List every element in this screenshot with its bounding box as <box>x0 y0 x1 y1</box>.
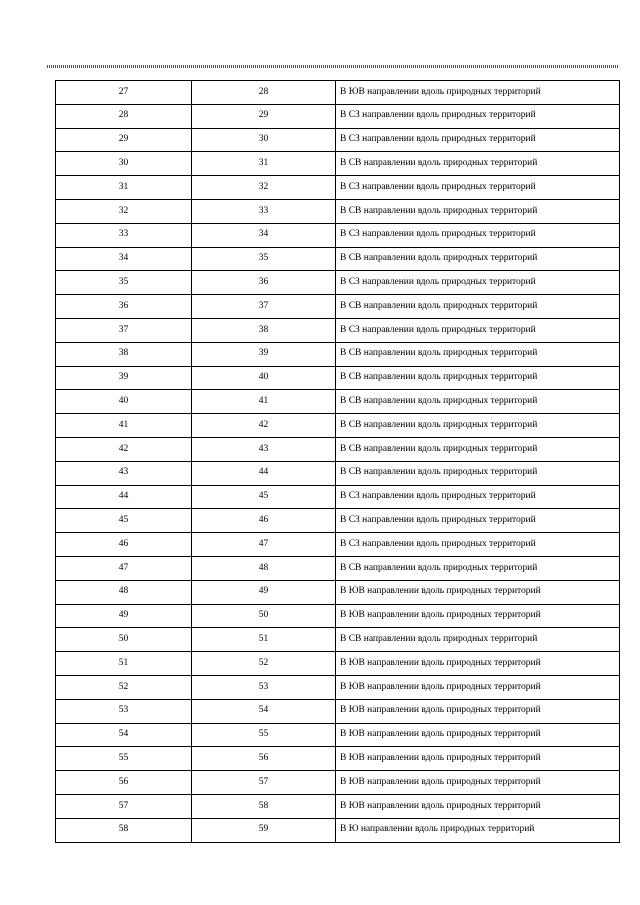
point-to-cell: 37 <box>192 295 336 319</box>
table-row <box>56 699 620 723</box>
direction-description-cell: В Ю направлении вдоль природных территорий <box>336 818 620 842</box>
direction-description-cell: В СВ направлении вдоль природных территорий <box>336 152 620 176</box>
point-to-cell: 41 <box>192 390 336 414</box>
point-from-cell: 32 <box>56 199 192 223</box>
table-row <box>56 723 620 747</box>
table-row <box>56 128 620 152</box>
point-to-cell: 49 <box>192 580 336 604</box>
table-row <box>56 295 620 319</box>
table-row <box>56 794 620 818</box>
point-from-cell: 42 <box>56 437 192 461</box>
direction-description-cell: В СЗ направлении вдоль природных территорий <box>336 533 620 557</box>
direction-description-cell: В ЮВ направлении вдоль природных территорий <box>336 652 620 676</box>
point-from-cell: 30 <box>56 152 192 176</box>
point-from-cell: 56 <box>56 771 192 795</box>
direction-description-cell: В СЗ направлении вдоль природных территорий <box>336 318 620 342</box>
point-to-cell: 48 <box>192 556 336 580</box>
direction-description-cell: В СВ направлении вдоль природных территорий <box>336 461 620 485</box>
direction-description-cell: В СЗ направлении вдоль природных территорий <box>336 485 620 509</box>
direction-description-cell: В СВ направлении вдоль природных территорий <box>336 342 620 366</box>
point-from-cell: 35 <box>56 271 192 295</box>
table-row <box>56 247 620 271</box>
table-row <box>56 223 620 247</box>
direction-description-cell: В СВ направлении вдоль природных территорий <box>336 556 620 580</box>
table-row <box>56 675 620 699</box>
direction-description-cell: В ЮВ направлении вдоль природных территорий <box>336 604 620 628</box>
point-from-cell: 39 <box>56 366 192 390</box>
table-row <box>56 533 620 557</box>
table-row <box>56 461 620 485</box>
point-to-cell: 34 <box>192 223 336 247</box>
point-from-cell: 37 <box>56 318 192 342</box>
point-to-cell: 38 <box>192 318 336 342</box>
table-row <box>56 628 620 652</box>
direction-description-cell: В ЮВ направлении вдоль природных территорий <box>336 771 620 795</box>
table-body <box>56 81 620 843</box>
table-row <box>56 604 620 628</box>
table-row <box>56 81 620 105</box>
direction-description-cell: В СВ направлении вдоль природных территорий <box>336 199 620 223</box>
point-to-cell: 47 <box>192 533 336 557</box>
point-from-cell: 55 <box>56 747 192 771</box>
point-to-cell: 45 <box>192 485 336 509</box>
point-to-cell: 44 <box>192 461 336 485</box>
point-from-cell: 49 <box>56 604 192 628</box>
point-to-cell: 54 <box>192 699 336 723</box>
point-to-cell: 46 <box>192 509 336 533</box>
point-to-cell: 58 <box>192 794 336 818</box>
point-from-cell: 58 <box>56 818 192 842</box>
point-from-cell: 44 <box>56 485 192 509</box>
table-row <box>56 318 620 342</box>
point-from-cell: 40 <box>56 390 192 414</box>
point-from-cell: 27 <box>56 81 192 105</box>
direction-description-cell: В СВ направлении вдоль природных территорий <box>336 295 620 319</box>
direction-description-cell: В СВ направлении вдоль природных территорий <box>336 414 620 438</box>
point-to-cell: 56 <box>192 747 336 771</box>
point-to-cell: 36 <box>192 271 336 295</box>
header-rule <box>47 65 619 68</box>
direction-description-cell: В СВ направлении вдоль природных территорий <box>336 390 620 414</box>
point-to-cell: 52 <box>192 652 336 676</box>
point-to-cell: 31 <box>192 152 336 176</box>
point-to-cell: 29 <box>192 104 336 128</box>
table-row <box>56 556 620 580</box>
table-row <box>56 437 620 461</box>
table-row <box>56 390 620 414</box>
point-to-cell: 55 <box>192 723 336 747</box>
point-from-cell: 46 <box>56 533 192 557</box>
boundary-description-table <box>55 80 620 843</box>
point-from-cell: 51 <box>56 652 192 676</box>
point-from-cell: 47 <box>56 556 192 580</box>
table-row <box>56 818 620 842</box>
point-from-cell: 45 <box>56 509 192 533</box>
table-row <box>56 747 620 771</box>
table-row <box>56 771 620 795</box>
point-to-cell: 32 <box>192 176 336 200</box>
point-from-cell: 50 <box>56 628 192 652</box>
point-to-cell: 42 <box>192 414 336 438</box>
table-row <box>56 199 620 223</box>
point-from-cell: 28 <box>56 104 192 128</box>
point-from-cell: 33 <box>56 223 192 247</box>
direction-description-cell: В СВ направлении вдоль природных территорий <box>336 247 620 271</box>
direction-description-cell: В ЮВ направлении вдоль природных территорий <box>336 580 620 604</box>
point-to-cell: 28 <box>192 81 336 105</box>
direction-description-cell: В СЗ направлении вдоль природных территорий <box>336 271 620 295</box>
direction-description-cell: В ЮВ направлении вдоль природных территорий <box>336 723 620 747</box>
table-row <box>56 485 620 509</box>
direction-description-cell: В СЗ направлении вдоль природных территорий <box>336 509 620 533</box>
point-to-cell: 51 <box>192 628 336 652</box>
table-row <box>56 509 620 533</box>
point-from-cell: 48 <box>56 580 192 604</box>
point-from-cell: 29 <box>56 128 192 152</box>
point-from-cell: 54 <box>56 723 192 747</box>
table-row <box>56 342 620 366</box>
table-row <box>56 271 620 295</box>
point-to-cell: 30 <box>192 128 336 152</box>
table-row <box>56 652 620 676</box>
point-from-cell: 31 <box>56 176 192 200</box>
point-to-cell: 57 <box>192 771 336 795</box>
point-from-cell: 34 <box>56 247 192 271</box>
point-to-cell: 59 <box>192 818 336 842</box>
direction-description-cell: В СЗ направлении вдоль природных территорий <box>336 128 620 152</box>
direction-description-cell: В СЗ направлении вдоль природных территорий <box>336 223 620 247</box>
table-row <box>56 104 620 128</box>
table-row <box>56 414 620 438</box>
table-row <box>56 366 620 390</box>
point-to-cell: 50 <box>192 604 336 628</box>
point-from-cell: 38 <box>56 342 192 366</box>
direction-description-cell: В ЮВ направлении вдоль природных территорий <box>336 794 620 818</box>
point-to-cell: 43 <box>192 437 336 461</box>
point-from-cell: 41 <box>56 414 192 438</box>
point-to-cell: 33 <box>192 199 336 223</box>
point-to-cell: 35 <box>192 247 336 271</box>
point-from-cell: 36 <box>56 295 192 319</box>
direction-description-cell: В ЮВ направлении вдоль природных территорий <box>336 675 620 699</box>
table-row <box>56 176 620 200</box>
direction-description-cell: В СВ направлении вдоль природных территорий <box>336 628 620 652</box>
point-from-cell: 53 <box>56 699 192 723</box>
point-from-cell: 43 <box>56 461 192 485</box>
direction-description-cell: В ЮВ направлении вдоль природных территорий <box>336 81 620 105</box>
direction-description-cell: В СЗ направлении вдоль природных территорий <box>336 176 620 200</box>
direction-description-cell: В ЮВ направлении вдоль природных территорий <box>336 747 620 771</box>
direction-description-cell: В ЮВ направлении вдоль природных территорий <box>336 699 620 723</box>
table-row <box>56 152 620 176</box>
point-from-cell: 57 <box>56 794 192 818</box>
point-from-cell: 52 <box>56 675 192 699</box>
point-to-cell: 39 <box>192 342 336 366</box>
table-row <box>56 580 620 604</box>
direction-description-cell: В СЗ направлении вдоль природных территорий <box>336 104 620 128</box>
direction-description-cell: В СВ направлении вдоль природных территорий <box>336 366 620 390</box>
point-to-cell: 53 <box>192 675 336 699</box>
point-to-cell: 40 <box>192 366 336 390</box>
direction-description-cell: В СВ направлении вдоль природных территорий <box>336 437 620 461</box>
